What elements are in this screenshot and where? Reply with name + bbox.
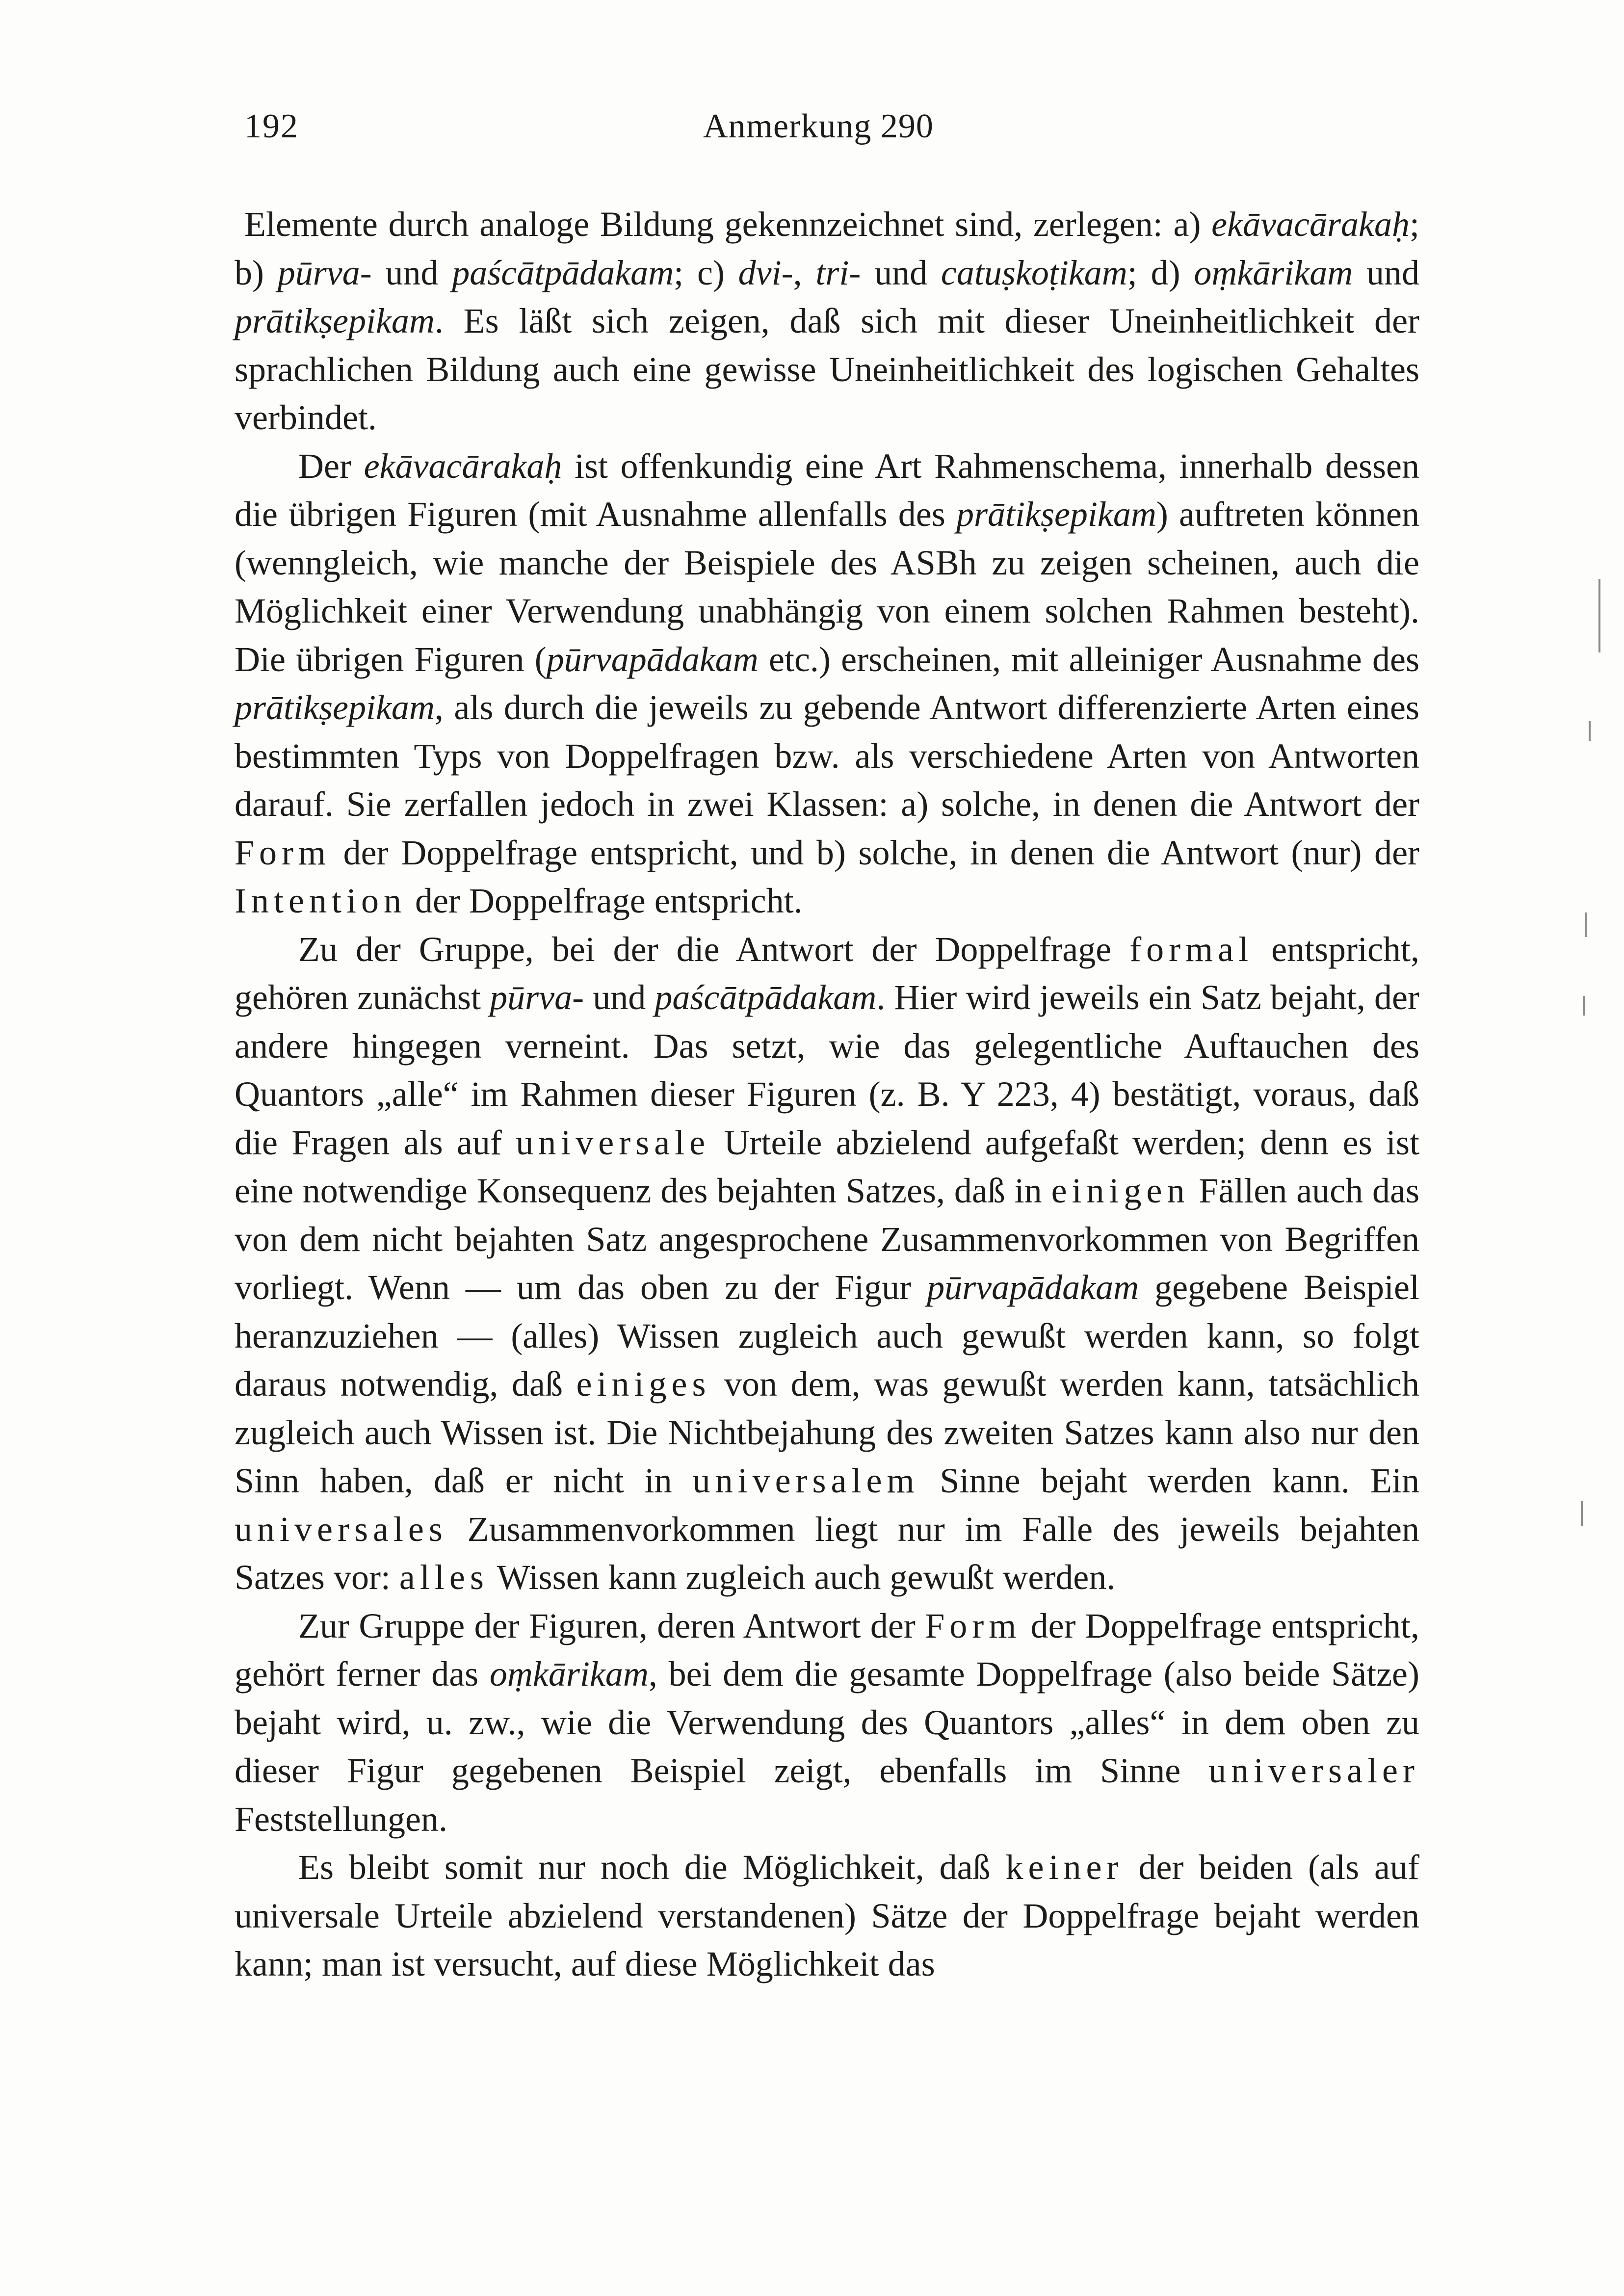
paragraph-4: Zur Gruppe der Figuren, deren Antwort der Form der Doppelfrage entspricht, gehört ferner das oṃkārikam, bei dem die gesamte Doppelfrage (also beide Sätze) bejaht wird, u. zw., wie die Verwendung des Quantors „alles“ in dem oben zu dieser Figur gegebenen Beispiel zeigt, ebenfalls im Sinne universaler Feststellungen. — [235, 1606, 1419, 1839]
paragraph-3: Zu der Gruppe, bei der die Antwort der Doppelfrage formal entspricht, gehören zunächst pūrva- und paścātpādakam. Hier wird jeweils ein Satz bejaht, der andere hingegen verneint. Das setzt, wie das gelegentliche Auftauchen des Quantors „alle“ im Rahmen dieser Figuren (z. B. Y 223, 4) bestätigt, voraus, daß die Fragen als auf universale Urteile abzielend aufgefaßt werden; denn es ist eine notwendige Konsequenz des bejahten Satzes, daß in einigen Fällen auch das von dem nicht bejahten Satz angesprochene Zusammenvorkommen von Begriffen vorliegt. Wenn — um das oben zu der Figur pūrvapādakam gegebene Beispiel heranzuziehen — (alles) Wissen zugleich auch gewußt werden kann, so folgt daraus notwendig, daß einiges von dem, was gewußt werden kann, tatsächlich zugleich auch Wissen ist. Die Nichtbejahung des zweiten Satzes kann also nur den Sinn haben, daß er nicht in universalem Sinne bejaht werden kann. Ein universales Zusammenvorkommen liegt nur im Falle des jeweils bejahten Satzes vor: alles Wissen kann zugleich auch gewußt werden. — [235, 929, 1420, 1597]
body-text — [235, 200, 1419, 1988]
scan-mark — [1589, 721, 1591, 741]
paragraph-1: Elemente durch analoge Bildung gekennzeichnet sind, zerlegen: a) ekāvacārakaḥ; b) pūrva- und paścātpādakam; c) dvi-, tri- und catuṣkoṭikam; d) oṃkārikam und prātikṣepikam. Es läßt sich zeigen, daß sich mit dieser Uneinheitlichkeit der sprachlichen Bildung auch eine gewisse Uneinheitlichkeit des logischen Gehaltes verbindet. — [235, 205, 1420, 437]
paragraph-2: Der ekāvacārakaḥ ist offenkundig eine Art Rahmenschema, innerhalb dessen die übrigen Figuren (mit Ausnahme allenfalls des prātikṣepikam) auftreten können (wenngleich, wie manche der Beispiele des ASBh zu zeigen scheinen, auch die Möglichkeit einer Verwendung unabhängig von einem solchen Rahmen besteht). Die übrigen Figuren (pūrvapādakam etc.) erscheinen, mit alleiniger Ausnahme des prātikṣepikam, als durch die jeweils zu gebende Antwort differenzierte Arten eines bestimmten Typs von Doppelfragen bzw. als verschiedene Arten von Antworten darauf. Sie zerfallen jedoch in zwei Klassen: a) solche, in denen die Antwort der Form der Doppelfrage entspricht, und b) solche, in denen die Antwort (nur) der Intention der Doppelfrage entspricht. — [235, 446, 1420, 920]
page-number: 192 — [244, 107, 299, 145]
scan-mark — [1581, 1501, 1583, 1526]
scan-mark — [1598, 579, 1600, 652]
paragraph-5: Es bleibt somit nur noch die Möglichkeit, daß keiner der beiden (als auf universale Urteile abzielend verstandenen) Sätze der Doppelfrage bejaht werden kann; man ist versucht, auf diese Möglichkeit das — [235, 1848, 1419, 1983]
running-head: Anmerkung 290 — [703, 107, 934, 145]
scan-mark — [1585, 913, 1587, 937]
scan-mark — [1583, 996, 1585, 1016]
page-header — [244, 107, 1417, 156]
